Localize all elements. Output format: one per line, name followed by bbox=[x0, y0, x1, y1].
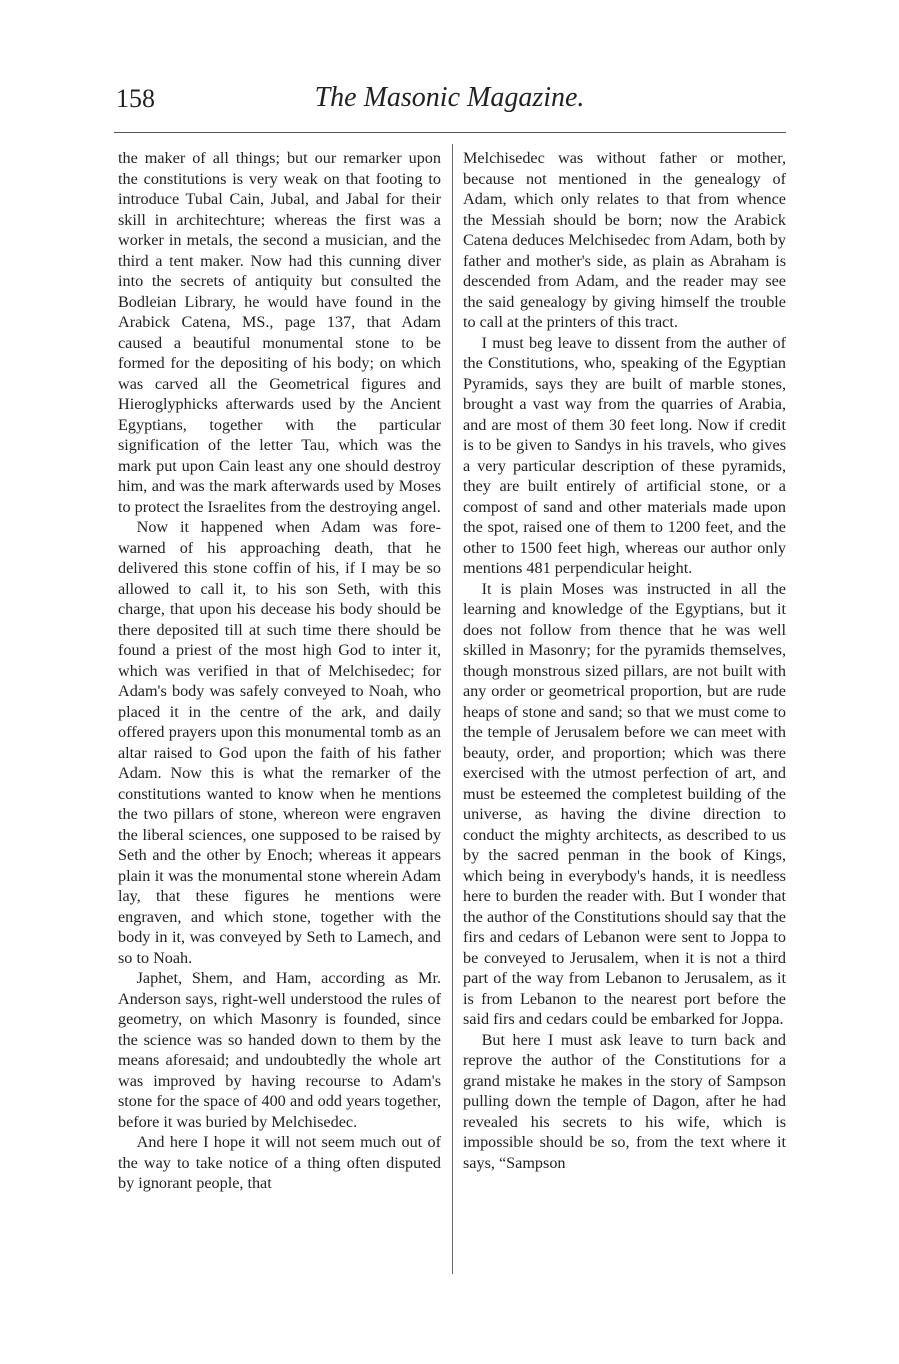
paragraph: Now it happened when Adam was fore-warned of his approaching death, that he delivered this stone coffin of his, if I may be so allowed to call it, to his son Seth, with this charge, that upon his decease his body should be there deposited till at such time there should be found a priest of the most high God to inter it, which was verified in that of Melchisedec; for Adam's body was safely conveyed to Noah, who placed it in the centre of the ark, and daily offered prayers upon this monumental tomb as an altar raised to God upon the faith of his father Adam. Now this is what the remarker of the constitutions wanted to know when he mentions the two pillars of stone, whereon were engraven the liberal sciences, one supposed to be raised by Seth and the other by Enoch; whereas it appears plain it was the monumental stone wherein Adam lay, that these figures he mentions were engraven, and which stone, together with the body in it, was conveyed by Seth to Lamech, and so to Noah. bbox=[118, 518, 441, 967]
left-column bbox=[118, 148, 441, 1194]
header-rule bbox=[114, 132, 786, 133]
paragraph: It is plain Moses was instructed in all the learning and knowledge of the Egyptians, but it does not follow from thence that he was well skilled in Masonry; for the pyramids themselves, though monstrous sized pillars, are not built with any order or geometrical proportion, but are rude heaps of stone and sand; so that we must come to the temple of Jerusalem before we can meet with beauty, order, and proportion; which was there exercised with the utmost perfection of art, and must be esteemed the completest building of the universe, as having the divine direction to conduct the mighty architects, as described to us by the sacred penman in the book of Kings, which being in everybody's hands, it is needless here to burden the reader with. But I wonder that the author of the Constitutions should say that the firs and cedars of Lebanon were sent to Joppa to be conveyed to Jerusalem, when it is not a third part of the way from Lebanon to Jerusalem, as it is from Lebanon to the nearest port before the said firs and cedars could be embarked for Joppa. bbox=[463, 579, 786, 1028]
paragraph: And here I hope it will not seem much out of the way to take notice of a thing often disputed by ignorant people, that bbox=[118, 1133, 441, 1192]
column-divider bbox=[452, 144, 453, 1274]
paragraph: the maker of all things; but our remarker upon the constitutions is very weak on that footing to introduce Tubal Cain, Jubal, and Jabal for their skill in architechture; whereas the first was a worker in metals, the second a musician, and the third a tent maker. Now had this cunning diver into the secrets of antiquity but consulted the Bodleian Library, he would have found in the Arabick Catena, MS., page 137, that Adam caused a beautiful monumental stone to be formed for the depositing of his body; on which was carved all the Geometrical figures and Hieroglyphicks afterwards used by the Ancient Egyptians, together with the particular signification of the letter Tau, which was the mark put upon Cain least any one should destroy him, and was the mark afterwards used by Moses to protect the Israelites from the destroying angel. bbox=[118, 149, 441, 516]
right-column bbox=[463, 148, 786, 1173]
page-header bbox=[116, 78, 783, 128]
paragraph: I must beg leave to dissent from the auther of the Constitutions, who, speaking of the Egyptian Pyramids, says they are built of marble stones, brought a vast way from the quarries of Arabia, and are most of them 30 feet long. Now if credit is to be given to Sandys in his travels, who gives a very particular description of these pyramids, they are built entirely of artificial stone, or a compost of sand and other materials made upon the spot, raised one of them to 1200 feet, and the other to 1500 feet high, whereas our author only mentions 481 perpendicular height. bbox=[463, 333, 786, 577]
page-number: 158 bbox=[116, 84, 155, 113]
paragraph: Melchisedec was without father or mother, because not mentioned in the genealogy of Adam, which only relates to that from whence the Messiah should be born; now the Arabick Catena deduces Melchisedec from Adam, both by father and mother's side, as plain as Abraham is descended from Adam, and the reader may see the said genealogy by giving himself the trouble to call at the printers of this tract. bbox=[463, 149, 786, 331]
paragraph: Japhet, Shem, and Ham, according as Mr. Anderson says, right-well understood the rules of geometry, on which Masonry is founded, since the science was so handed down to them by the means aforesaid; and undoubtedly the whole art was improved by having recourse to Adam's stone for the space of 400 and odd years together, before it was buried by Melchisedec. bbox=[118, 969, 441, 1131]
paragraph: But here I must ask leave to turn back and reprove the author of the Constitutions for a grand mistake he makes in the story of Sampson pulling down the temple of Dagon, after he had revealed his secrets to his wife, which is impossible should be so, from the text where it says, “Sampson bbox=[463, 1030, 786, 1172]
running-title: The Masonic Magazine. bbox=[314, 82, 585, 113]
